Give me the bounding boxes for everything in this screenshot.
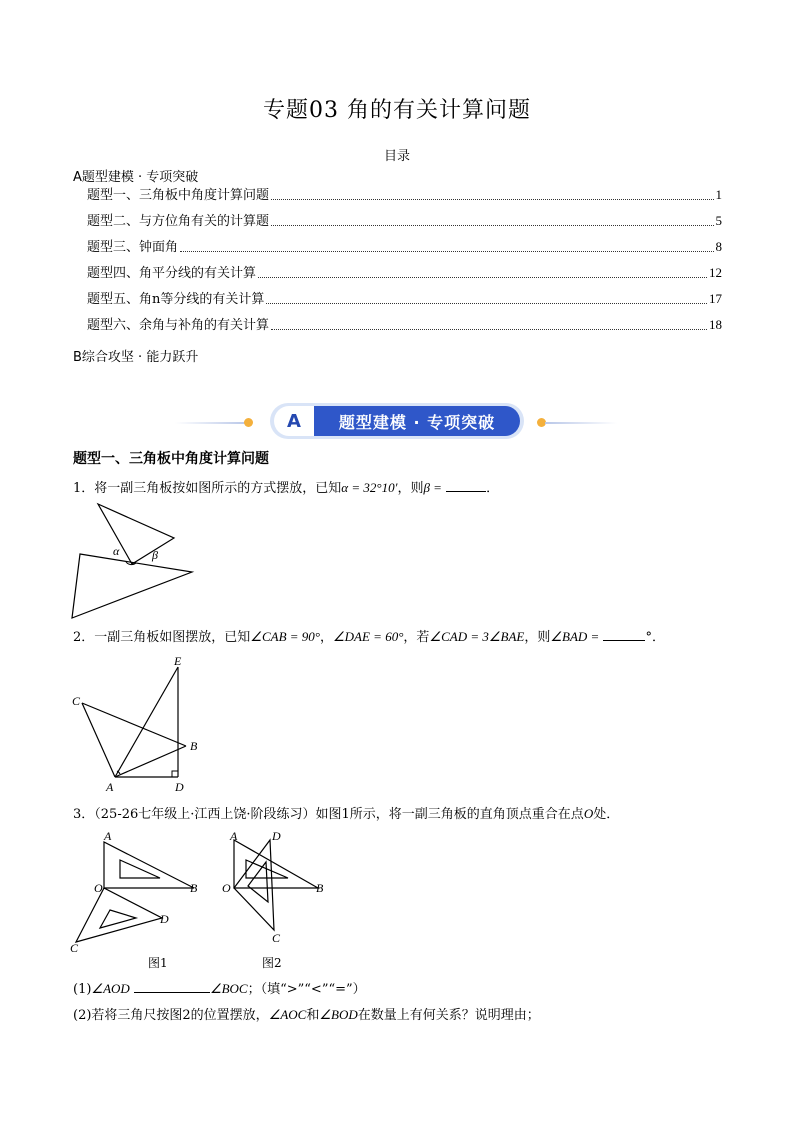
q1-figure <box>70 500 200 620</box>
q2-cond1: ∠CAB = 90° <box>250 629 320 644</box>
toc-item-label: 题型五、角n等分线的有关计算 <box>87 292 265 307</box>
banner-letter: A <box>274 406 314 436</box>
toc-item[interactable] <box>87 263 722 281</box>
q2-sep: ， <box>319 630 333 645</box>
question-1 <box>73 479 499 498</box>
q3-part1-hint: ；（填“>”“<”“=”） <box>247 982 366 997</box>
q1-number: 1． <box>73 481 95 496</box>
q2-label-D: D <box>175 780 184 794</box>
question-3 <box>73 805 619 824</box>
q2-ask: ∠BAD = <box>550 629 600 644</box>
q3-part1-num: (1) <box>73 982 92 997</box>
toc-item-page: 8 <box>715 239 722 254</box>
q3-fig2-label-D: D <box>272 829 281 843</box>
q3-text: 如图1所示，将一副三角板的直角顶点重合在点 <box>315 807 584 822</box>
q3-figure-1 <box>66 829 198 955</box>
q3-figure-2 <box>218 830 328 945</box>
banner-text: 题型建模 · 专项突破 <box>314 406 520 436</box>
q2-label-C: C <box>72 694 81 708</box>
q3-fig1-label-B: B <box>190 881 198 895</box>
banner-line-right <box>545 422 617 424</box>
q1-answer-blank[interactable] <box>446 479 486 492</box>
q3-fig2-label-B: B <box>316 881 324 895</box>
toc-item-label: 题型二、与方位角有关的计算题 <box>87 214 270 229</box>
q2-label-E: E <box>174 654 182 668</box>
toc-item-label: 题型一、三角板中角度计算问题 <box>87 188 270 203</box>
q3-part2-text: (2)若将三角尺按图2的位置摆放， <box>73 1008 269 1023</box>
q3-point: O <box>583 806 594 821</box>
q3-part-1 <box>73 980 366 999</box>
q3-fig1-triangle-COD <box>76 888 162 942</box>
q2-label-B: B <box>190 739 198 753</box>
q2-number: 2． <box>73 630 95 645</box>
toc-leader-dots <box>266 303 707 304</box>
banner-dot-left <box>244 418 253 427</box>
q1-text: 将一副三角板按如图所示的方式摆放，已知 <box>94 481 342 496</box>
q3-fig2-caption: 图2 <box>262 956 282 970</box>
q3-fig1-inner-COD <box>100 910 136 928</box>
q3-part1-angle2: ∠BOC <box>209 981 248 996</box>
toc-leader-dots <box>271 225 713 226</box>
q1-triangle-top <box>98 504 174 564</box>
toc-item[interactable] <box>87 211 722 229</box>
q3-fig2-label-C: C <box>272 931 281 945</box>
q2-text: 一副三角板如图摆放，已知 <box>94 630 251 645</box>
toc-item[interactable] <box>87 289 722 307</box>
banner-line-left <box>175 422 247 424</box>
toc-section-a[interactable]: A题型建模 · 专项突破 <box>73 170 199 185</box>
q1-text-b: ，则 <box>397 481 424 496</box>
q3-fig1-label-O: O <box>94 881 103 895</box>
toc-item-label: 题型六、余角与补角的有关计算 <box>87 318 270 333</box>
toc-section-b[interactable]: B综合攻坚 · 能力跃升 <box>73 350 199 365</box>
q2-line-CB <box>82 703 186 746</box>
q3-fig1-label-C: C <box>70 941 79 955</box>
q3-fig2-triangle-DOC <box>234 840 274 930</box>
q3-fig1-triangle-AOB <box>104 842 194 888</box>
toc-item-page: 12 <box>709 265 722 280</box>
toc-leader-dots <box>271 329 707 330</box>
q2-cond2: ∠DAE = 60° <box>333 629 404 644</box>
q3-fig2-triangle-AOB <box>234 840 318 888</box>
q2-text-c: ，则 <box>524 630 551 645</box>
q2-line-AB <box>115 746 186 777</box>
q2-line-AE <box>115 667 178 777</box>
toc-item[interactable] <box>87 315 722 333</box>
q2-text-b: ，若 <box>403 630 430 645</box>
toc-item-label: 题型三、钟面角 <box>87 240 179 255</box>
q3-source: （25-26七年级上·江西上饶·阶段练习） <box>94 807 316 822</box>
q2-figure <box>70 655 210 795</box>
q3-fig1-inner-AOB <box>120 860 160 878</box>
q3-fig2-label-A: A <box>230 829 238 843</box>
q3-text-end: 处． <box>593 807 620 822</box>
toc-item-page: 17 <box>709 291 722 306</box>
q2-answer-blank[interactable] <box>603 628 645 641</box>
q3-part2-text-b: 在数量上有何关系？说明理由； <box>357 1008 540 1023</box>
q2-end: °． <box>645 630 665 645</box>
page-title: 专题03 角的有关计算问题 <box>263 98 531 123</box>
toc-leader-dots <box>271 199 713 200</box>
q1-beta: β = <box>423 480 442 495</box>
q3-fig1-label-A: A <box>104 829 112 843</box>
toc-item-page: 18 <box>709 317 722 332</box>
toc-leader-dots <box>258 277 707 278</box>
toc-item-page: 1 <box>715 187 722 202</box>
q3-part1-angle1: ∠AOD <box>91 981 130 996</box>
q3-fig2-label-O: O <box>222 881 231 895</box>
type-heading: 题型一、三角板中角度计算问题 <box>73 451 269 467</box>
q3-fig1-label-D: D <box>160 912 169 926</box>
toc-item[interactable] <box>87 237 722 255</box>
q3-part2-and: 和 <box>306 1008 320 1023</box>
q1-beta-label: β <box>152 548 158 562</box>
q2-cond3: ∠CAD = 3∠BAE <box>429 629 525 644</box>
q3-part1-answer-blank[interactable] <box>134 980 210 993</box>
q2-label-A: A <box>106 780 114 794</box>
q1-end: ． <box>486 481 500 496</box>
q3-part2-angle2: ∠BOD <box>319 1007 358 1022</box>
q3-number: 3． <box>73 807 95 822</box>
toc-leader-dots <box>180 251 713 252</box>
toc-item-page: 5 <box>715 213 722 228</box>
toc-item[interactable] <box>87 185 722 203</box>
toc-heading: 目录 <box>383 149 410 164</box>
q1-alpha: α = 32°10′ <box>341 480 398 495</box>
q2-right-angle-mark <box>172 771 178 777</box>
q3-fig1-caption: 图1 <box>148 956 168 970</box>
question-2 <box>73 628 665 647</box>
toc-item-label: 题型四、角平分线的有关计算 <box>87 266 257 281</box>
q3-part-2 <box>73 1006 540 1025</box>
q3-part2-angle1: ∠AOC <box>268 1007 307 1022</box>
q1-alpha-label: α <box>113 544 120 558</box>
